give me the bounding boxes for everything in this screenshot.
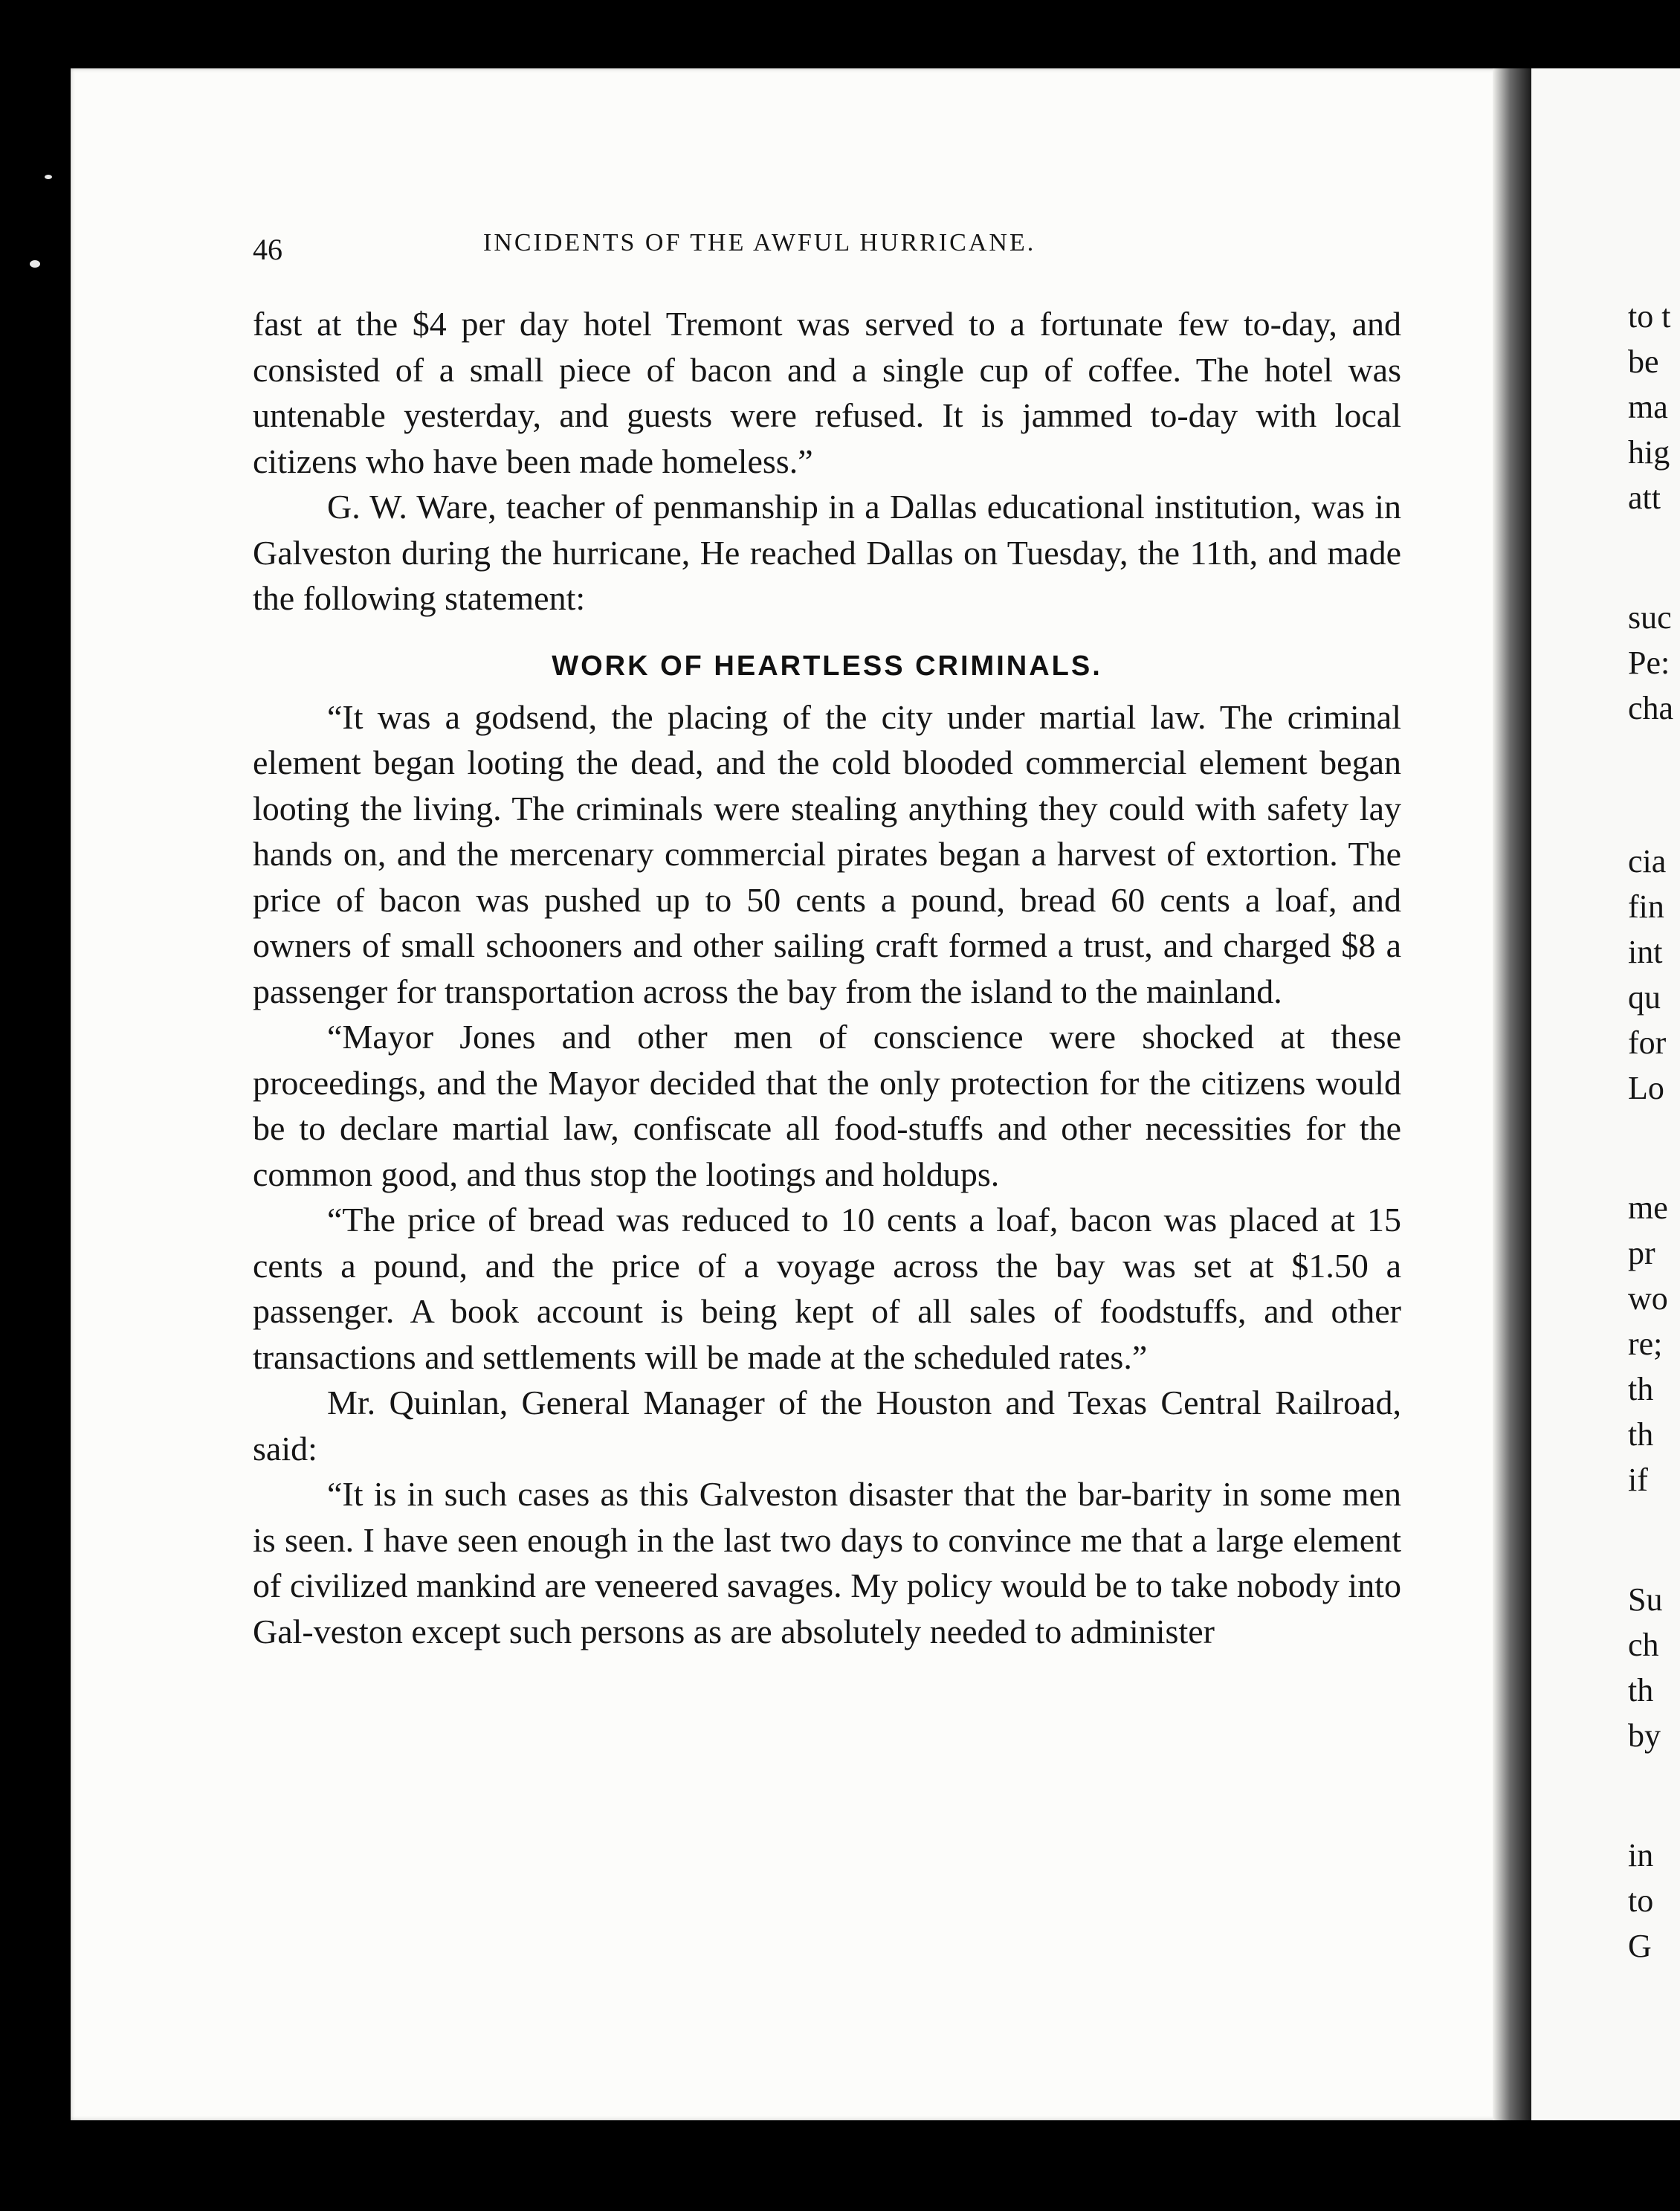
facing-fragment: Lo [1628,1070,1664,1106]
facing-fragment: to t [1628,298,1671,335]
facing-fragment: in [1628,1837,1654,1873]
facing-fragment: G [1628,1928,1652,1964]
paragraph: G. W. Ware, teacher of penmanship in a Dallas educational institution, was in Galveston during the hurricane, He reached Dallas on Tuesday, the 11th, and made the following statement: [253,488,1401,617]
facing-fragment: suc [1628,599,1672,636]
paragraph: “The price of bread was reduced to 10 cents a loaf, bacon was placed at 15 cents a pound, and the price of a voyage across the bay was set at $1.50 a passenger. A book account is being kept of all sales of foodstuffs, and other transactions and settlements will be made at the scheduled rates.” [253,1201,1401,1376]
scan-speck [45,175,52,179]
paragraph: “It was a godsend, the placing of the city under martial law. The criminal element began looting the dead, and the cold blooded commercial element began looting the living. The criminals were stealing anything they could with safety lay hands on, and the mercenary commercial pirates began a harvest of extortion. The price of bacon was pushed up to 50 cents a pound, bread 60 cents a loaf, and owners of small schooners and other sailing craft formed a trust, and charged $8 a passenger for transportation across the bay from the island to the mainland. [253,697,1401,1010]
facing-fragment: hig [1628,434,1670,471]
page-header [253,229,1479,274]
body-text [253,301,1401,1654]
running-title: INCIDENTS OF THE AWFUL HURRICANE. [483,229,1036,256]
facing-fragment: qu [1628,979,1661,1016]
paragraph: “Mayor Jones and other men of conscience were shocked at these proceedings, and the Mayor decided that the only protection for the citizens would be to declare martial law, confiscate all food-stuffs and other necessities for the common good, and thus stop the lootings and holdups. [253,1018,1401,1193]
facing-fragment: int [1628,934,1663,970]
facing-page-text [1628,294,1680,1969]
facing-fragment: be [1628,343,1659,380]
facing-fragment: ch [1628,1627,1659,1663]
facing-fragment: to [1628,1882,1654,1919]
book-spine [1493,68,1531,2120]
facing-fragment: cia [1628,843,1667,879]
facing-fragment: th [1628,1371,1654,1407]
page-number: 46 [253,233,282,266]
facing-fragment: wo [1628,1280,1668,1317]
section-heading: WORK OF HEARTLESS CRIMINALS. [552,650,1102,682]
facing-fragment: att [1628,480,1661,516]
facing-fragment: by [1628,1717,1661,1754]
facing-fragment: fin [1628,888,1664,925]
facing-fragment: th [1628,1416,1654,1453]
paragraph: Mr. Quinlan, General Manager of the Houston and Texas Central Railroad, said: [253,1384,1401,1468]
scan-speck [30,260,40,268]
paragraph: “It is in such cases as this Galveston disaster that the bar-barity in some men is seen. I have seen enough in the last two days to convince me that a large element of civilized mankind are veneered savages. My policy would be to take nobody into Gal-veston except such persons as are absolutely needed to administer [253,1475,1401,1650]
facing-fragment: pr [1628,1235,1655,1271]
facing-fragment: if [1628,1462,1648,1498]
facing-fragment: for [1628,1024,1667,1061]
facing-fragment: re; [1628,1326,1663,1362]
facing-fragment: me [1628,1190,1668,1226]
facing-fragment: Pe: [1628,645,1670,681]
facing-fragment: Su [1628,1581,1663,1618]
facing-fragment: th [1628,1672,1654,1708]
paragraph: fast at the $4 per day hotel Tremont was served to a fortunate few to-day, and consisted of a small piece of bacon and a single cup of coffee. The hotel was untenable yesterday, and guests were refused. It is jammed to-day with local citizens who have been made homeless.” [253,305,1401,480]
facing-fragment: cha [1628,690,1674,726]
facing-fragment: ma [1628,389,1668,425]
